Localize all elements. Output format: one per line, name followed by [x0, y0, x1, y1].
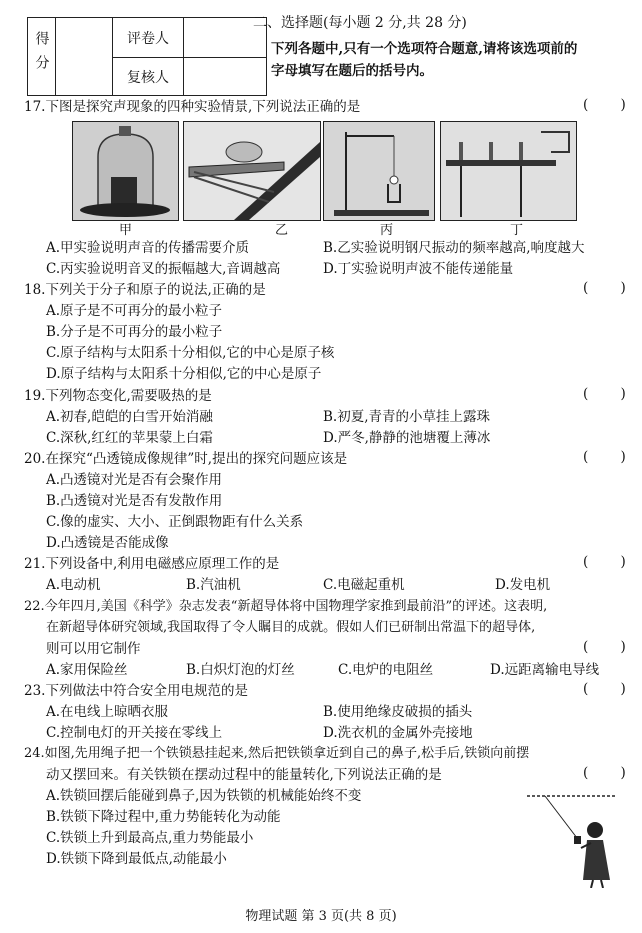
figure-bing: [323, 121, 435, 221]
q17-option-a: A.甲实验说明声音的传播需要介质: [46, 240, 250, 256]
q24-option-c: C.铁锁上升到最高点,重力势能最小: [46, 830, 254, 846]
question-23-stem: 23.下列做法中符合安全用电规范的是: [24, 683, 248, 699]
q21-option-b: B.汽油机: [186, 577, 241, 593]
question-19-stem: 19.下列物态变化,需要吸热的是: [24, 388, 212, 404]
caption-jia: 甲: [119, 223, 133, 238]
answer-paren-23[interactable]: ( ): [583, 681, 640, 697]
q22-option-d: D.远距离输电导线: [490, 662, 600, 678]
instruction-line2: 字母填写在题后的括号内。: [271, 63, 433, 79]
q18-option-a: A.原子是不可再分的最小粒子: [46, 303, 223, 319]
q22-option-c: C.电炉的电阻丝: [338, 662, 434, 678]
grader-label: 评卷人: [113, 18, 184, 58]
answer-paren-20[interactable]: ( ): [583, 449, 640, 465]
q21-option-a: A.电动机: [46, 577, 101, 593]
figure-ding: [440, 121, 577, 221]
bell-jar-figure: [73, 122, 178, 220]
q19-option-c: C.深秋,红红的苹果蒙上白霜: [46, 430, 213, 446]
caption-ding: 丁: [510, 223, 524, 238]
q23-option-c: C.控制电灯的开关接在零线上: [46, 725, 223, 741]
candle-figure: [441, 122, 576, 220]
question-24-stem-2: 动又摆回来。有关铁锁在摆动过程中的能量转化,下列说法正确的是: [46, 767, 442, 783]
tuning-fork-figure: [324, 122, 434, 220]
q23-option-d: D.洗衣机的金属外壳接地: [323, 725, 473, 741]
question-18-stem: 18.下列关于分子和原子的说法,正确的是: [24, 282, 266, 298]
q19-option-b: B.初夏,青青的小草挂上露珠: [323, 409, 491, 425]
question-22-stem-3: 则可以用它制作: [46, 641, 141, 657]
q24-option-d: D.铁锁下降到最低点,动能最小: [46, 851, 227, 867]
q18-option-b: B.分子是不可再分的最小粒子: [46, 324, 223, 340]
question-20-stem: 20.在探究“凸透镜成像规律”时,提出的探究问题应该是: [24, 451, 348, 467]
q17-option-b: B.乙实验说明钢尺振动的频率越高,响度越大: [323, 240, 585, 256]
q21-option-c: C.电磁起重机: [323, 577, 405, 593]
q17-option-c: C.丙实验说明音叉的振幅越大,音调越高: [46, 261, 281, 277]
q21-option-d: D.发电机: [495, 577, 551, 593]
score-value-cell[interactable]: [56, 18, 113, 96]
score-label: 得分: [33, 30, 50, 79]
answer-paren-24[interactable]: ( ): [583, 765, 640, 781]
q22-option-a: A.家用保险丝: [46, 662, 128, 678]
q23-option-b: B.使用绝缘皮破损的插头: [323, 704, 473, 720]
q17-option-d: D.丁实验说明声波不能传递能量: [323, 261, 514, 277]
ruler-figure: [184, 122, 320, 220]
q20-option-a: A.凸透镜对光是否有会聚作用: [46, 472, 223, 488]
q19-option-d: D.严冬,静静的池塘覆上薄冰: [323, 430, 491, 446]
q23-option-a: A.在电线上晾晒衣服: [46, 704, 169, 720]
figure-jia: [72, 121, 179, 221]
q20-option-b: B.凸透镜对光是否有发散作用: [46, 493, 223, 509]
q24-option-a: A.铁锁回摆后能碰到鼻子,因为铁锁的机械能始终不变: [46, 788, 362, 804]
q20-option-c: C.像的虚实、大小、正倒跟物距有什么关系: [46, 514, 304, 530]
caption-bing: 丙: [380, 223, 394, 238]
pendulum-figure: [525, 788, 620, 888]
section-title: 二、选择题(每小题 2 分,共 28 分): [253, 15, 467, 31]
page-footer: 物理试题 第 3 页(共 8 页): [245, 909, 397, 924]
reviewer-value-cell[interactable]: [184, 58, 267, 96]
question-21-stem: 21.下列设备中,利用电磁感应原理工作的是: [24, 556, 280, 572]
answer-paren-17[interactable]: ( ): [583, 97, 640, 113]
score-label-cell: [28, 18, 56, 96]
score-table: [27, 17, 267, 96]
question-17-stem: 17.下图是探究声现象的四种实验情景,下列说法正确的是: [24, 99, 361, 115]
q20-option-d: D.凸透镜是否能成像: [46, 535, 169, 551]
answer-paren-22[interactable]: ( ): [583, 639, 640, 655]
answer-paren-19[interactable]: ( ): [583, 386, 640, 402]
figure-yi: [183, 121, 321, 221]
question-22-stem: 22.今年四月,美国《科学》杂志发表“新超导体将中国物理学家推到最前沿”的评述。这表明,: [24, 599, 548, 614]
question-24-stem: 24.如图,先用绳子把一个铁锁悬挂起来,然后把铁锁拿近到自己的鼻子,松手后,铁锁向前摆: [24, 746, 530, 761]
q22-option-b: B.白炽灯泡的灯丝: [186, 662, 295, 678]
q19-option-a: A.初春,皑皑的白雪开始消融: [46, 409, 213, 425]
reviewer-label: 复核人: [113, 58, 184, 96]
q18-option-d: D.原子结构与太阳系十分相似,它的中心是原子: [46, 366, 322, 382]
caption-yi: 乙: [275, 223, 289, 238]
instruction-line1: 下列各题中,只有一个选项符合题意,请将该选项前的: [271, 41, 578, 57]
q18-option-c: C.原子结构与太阳系十分相似,它的中心是原子核: [46, 345, 335, 361]
answer-paren-21[interactable]: ( ): [583, 554, 640, 570]
answer-paren-18[interactable]: ( ): [583, 280, 640, 296]
question-22-stem-2: 在新超导体研究领域,我国取得了令人瞩目的成就。假如人们已研制出常温下的超导体,: [46, 620, 536, 635]
q24-option-b: B.铁锁下降过程中,重力势能转化为动能: [46, 809, 281, 825]
